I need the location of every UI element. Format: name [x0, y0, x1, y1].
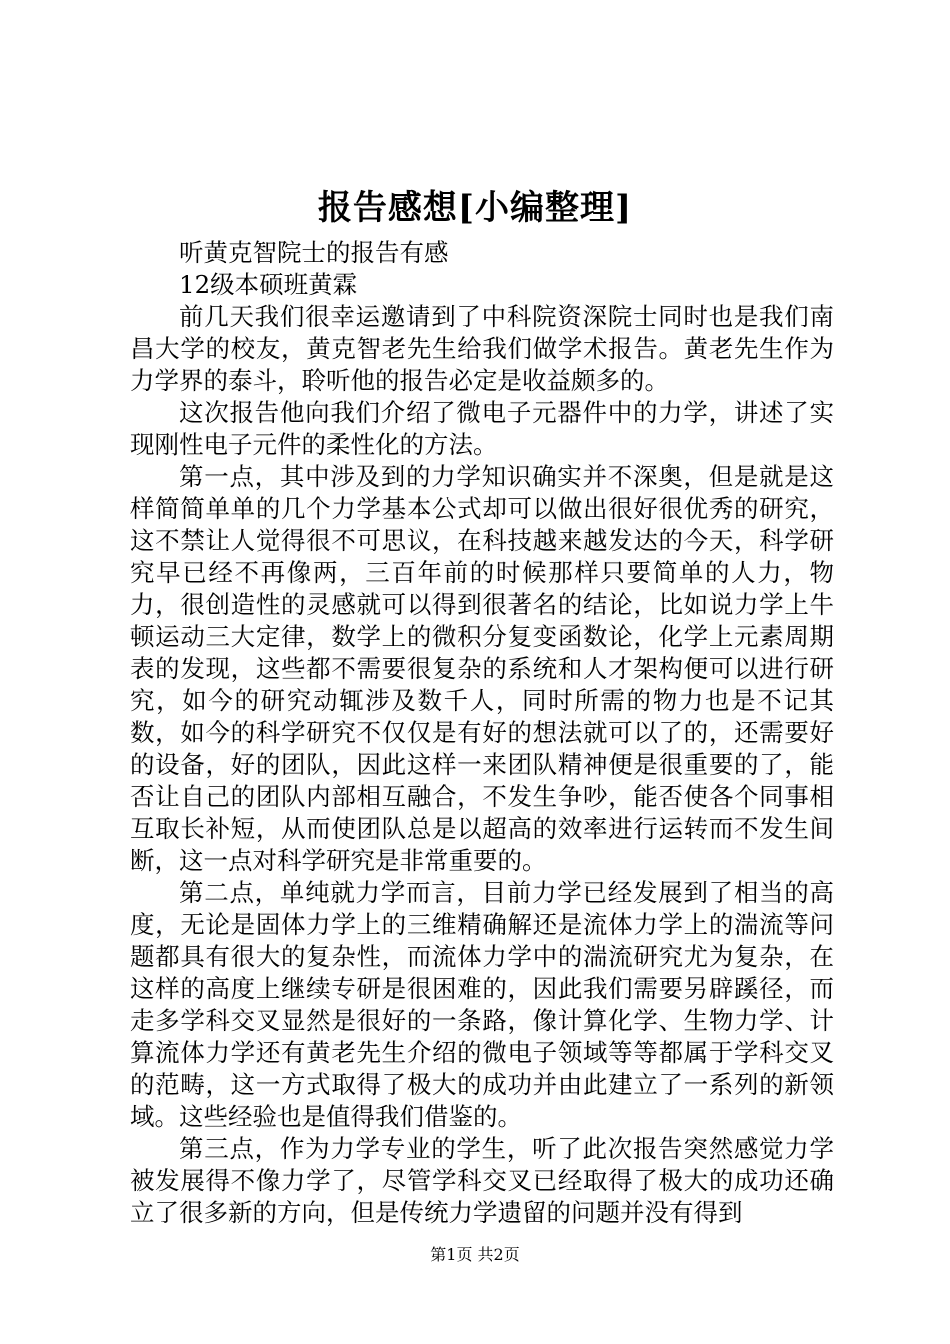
document-title: 报告感想[小编整理] [317, 188, 633, 228]
author-line: 12级本硕班黄霖 [179, 270, 358, 299]
paragraph-5: 第三点，作为力学专业的学生，听了此次报告突然感觉力学被发展得不像力学了，尽管学科交叉已经取得了极大的成功还确立了很多新的方向，但是传统力学遗留的问题并没有得到 [130, 1134, 834, 1227]
page-footer: 第1页 共2页 [430, 1245, 520, 1264]
paragraph-4: 第二点，单纯就力学而言，目前力学已经发展到了相当的高度，无论是固体力学上的三维精确解还是流体力学上的湍流等问题都具有很大的复杂性，而流体力学中的湍流研究尤为复杂，在这样的高度上继续专研是很困难的，因此我们需要另辟蹊径，而走多学科交叉显然是很好的一条路，像计算化学、生物力学、计算流体力学还有黄老先生介绍的微电子领域等等都属于学科交叉的范畴，这一方式取得了极大的成功并由此建立了一系列的新领域。这些经验也是值得我们借鉴的。 [130, 878, 834, 1131]
paragraph-3: 第一点，其中涉及到的力学知识确实并不深奥，但是就是这样简简单单的几个力学基本公式却可以做出很好很优秀的研究，这不禁让人觉得很不可思议，在科技越来越发达的今天，科学研究早已经不再像两，三百年前的时候那样只要简单的人力，物力，很创造性的灵感就可以得到很著名的结论，比如说力学上牛顿运动三大定律，数学上的微积分复变函数论，化学上元素周期表的发现，这些都不需要很复杂的系统和人才架构便可以进行研究，如今的研究动辄涉及数千人，同时所需的物力也是不记其数，如今的科学研究不仅仅是有好的想法就可以了的，还需要好的设备，好的团队，因此这样一来团队精神便是很重要的了，能否让自己的团队内部相互融合，不发生争吵，能否使各个同事相互取长补短，从而使团队总是以超高的效率进行运转而不发生间断，这一点对科学研究是非常重要的。 [130, 462, 834, 875]
subtitle-line: 听黄克智院士的报告有感 [179, 238, 449, 267]
document-body [130, 237, 834, 1229]
paragraph-1: 前几天我们很幸运邀请到了中科院资深院士同时也是我们南昌大学的校友，黄克智老先生给我们做学术报告。黄老先生作为力学界的泰斗，聆听他的报告必定是收益颇多的。 [130, 302, 834, 395]
paragraph-2: 这次报告他向我们介绍了微电子元器件中的力学，讲述了实现刚性电子元件的柔性化的方法。 [130, 398, 834, 459]
